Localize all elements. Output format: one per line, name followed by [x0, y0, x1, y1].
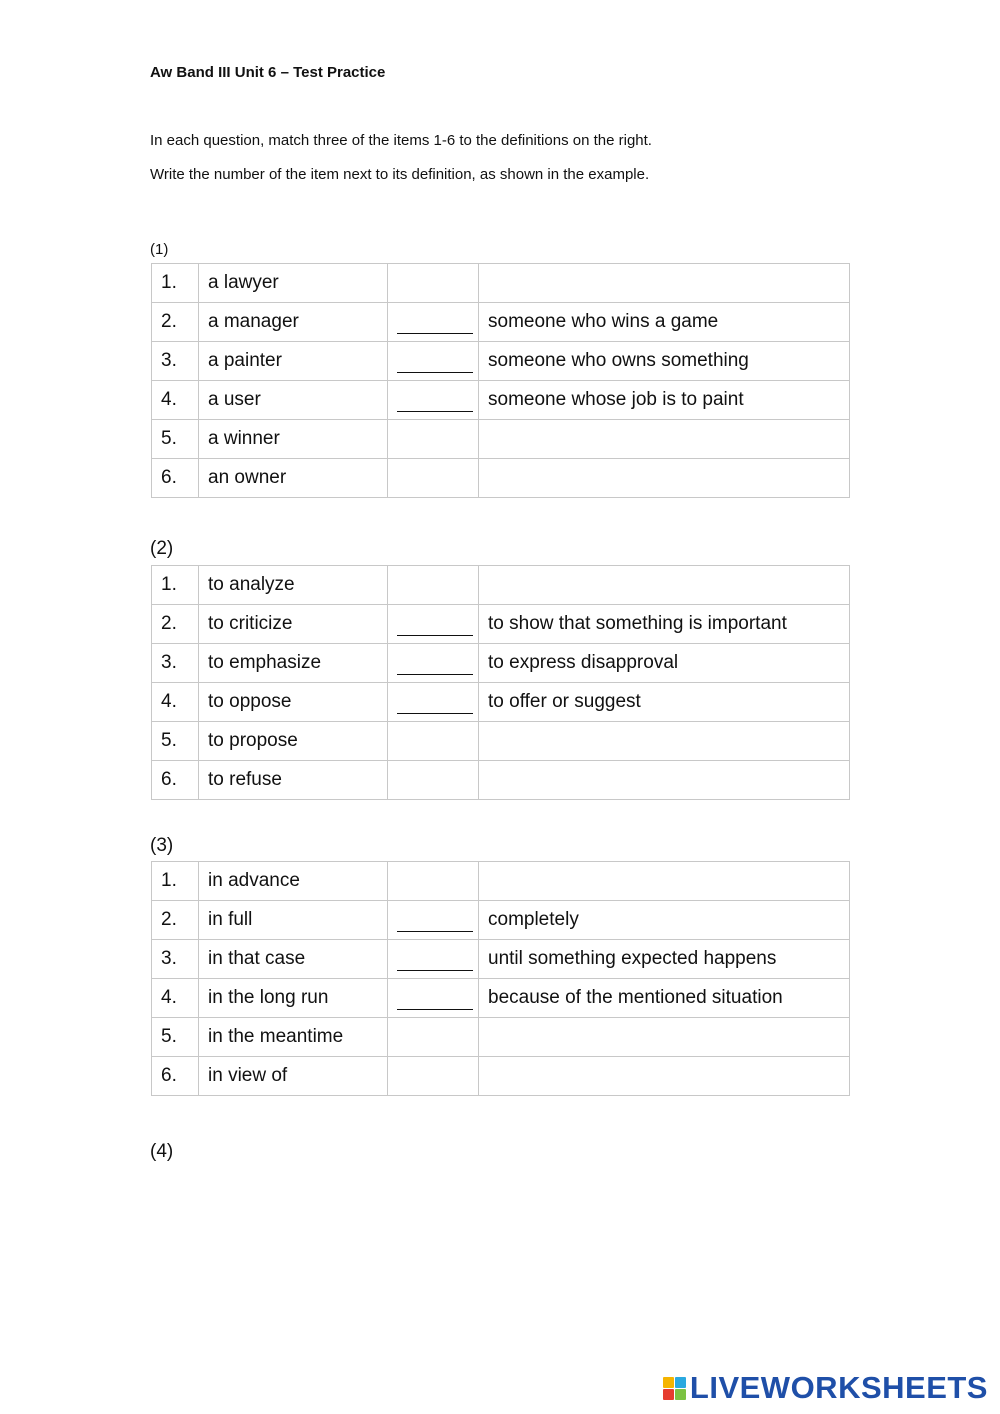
logo-squares-icon — [663, 1377, 686, 1400]
definition-text — [479, 1057, 850, 1096]
item-text: to analyze — [199, 566, 388, 605]
answer-cell — [388, 940, 479, 979]
definition-text — [479, 761, 850, 800]
item-number: 4. — [152, 683, 199, 722]
item-text: a painter — [199, 342, 388, 381]
answer-cell-empty — [388, 566, 479, 605]
answer-cell — [388, 303, 479, 342]
definition-text: to show that something is important — [479, 605, 850, 644]
answer-blank-input[interactable] — [397, 948, 473, 971]
item-number: 2. — [152, 901, 199, 940]
definition-text — [479, 1018, 850, 1057]
table-row — [152, 381, 850, 420]
answer-blank-input[interactable] — [397, 691, 473, 714]
item-number: 5. — [152, 1018, 199, 1057]
item-text: in that case — [199, 940, 388, 979]
answer-blank-input[interactable] — [397, 652, 473, 675]
answer-blank-input[interactable] — [397, 613, 473, 636]
item-text: a winner — [199, 420, 388, 459]
answer-blank-input[interactable] — [397, 311, 473, 334]
answer-cell — [388, 605, 479, 644]
logo-square — [663, 1377, 674, 1388]
item-text: to oppose — [199, 683, 388, 722]
item-text: to refuse — [199, 761, 388, 800]
question-1-table — [151, 263, 850, 498]
answer-blank-input[interactable] — [397, 389, 473, 412]
item-number: 3. — [152, 644, 199, 683]
answer-cell — [388, 381, 479, 420]
liveworksheets-logo — [663, 1370, 988, 1406]
table-row — [152, 1018, 850, 1057]
logo-square — [675, 1377, 686, 1388]
item-text: a user — [199, 381, 388, 420]
definition-text: someone whose job is to paint — [479, 381, 850, 420]
question-1-label: (1) — [150, 241, 169, 258]
table-row — [152, 566, 850, 605]
item-number: 1. — [152, 566, 199, 605]
table-row — [152, 940, 850, 979]
item-text: to emphasize — [199, 644, 388, 683]
item-text: a manager — [199, 303, 388, 342]
answer-cell — [388, 901, 479, 940]
item-number: 5. — [152, 420, 199, 459]
question-4-label: (4) — [150, 1141, 174, 1162]
item-number: 1. — [152, 264, 199, 303]
item-text: a lawyer — [199, 264, 388, 303]
table-row — [152, 303, 850, 342]
definition-text: someone who wins a game — [479, 303, 850, 342]
item-number: 5. — [152, 722, 199, 761]
item-number: 6. — [152, 761, 199, 800]
answer-cell — [388, 342, 479, 381]
answer-cell — [388, 683, 479, 722]
item-number: 6. — [152, 459, 199, 498]
answer-blank-input[interactable] — [397, 350, 473, 373]
page-title: Aw Band III Unit 6 – Test Practice — [150, 64, 386, 81]
item-text: in full — [199, 901, 388, 940]
definition-text: to offer or suggest — [479, 683, 850, 722]
table-row — [152, 644, 850, 683]
answer-cell-empty — [388, 1018, 479, 1057]
question-2-label: (2) — [150, 538, 174, 559]
answer-cell-empty — [388, 722, 479, 761]
logo-text: LIVEWORKSHEETS — [689, 1370, 988, 1405]
table-row — [152, 264, 850, 303]
answer-cell-empty — [388, 459, 479, 498]
table-row — [152, 979, 850, 1018]
item-number: 3. — [152, 342, 199, 381]
item-number: 2. — [152, 605, 199, 644]
answer-blank-input[interactable] — [397, 909, 473, 932]
table-row — [152, 605, 850, 644]
answer-cell-empty — [388, 264, 479, 303]
item-text: to criticize — [199, 605, 388, 644]
instruction-line-1: In each question, match three of the items 1-6 to the definitions on the right. — [150, 132, 652, 149]
item-text: to propose — [199, 722, 388, 761]
item-number: 4. — [152, 979, 199, 1018]
item-text: in the meantime — [199, 1018, 388, 1057]
answer-cell-empty — [388, 761, 479, 800]
table-row — [152, 420, 850, 459]
definition-text — [479, 722, 850, 761]
item-number: 1. — [152, 862, 199, 901]
definition-text — [479, 566, 850, 605]
definition-text: completely — [479, 901, 850, 940]
question-3-table — [151, 861, 850, 1096]
answer-blank-input[interactable] — [397, 987, 473, 1010]
table-row — [152, 342, 850, 381]
table-row — [152, 459, 850, 498]
definition-text: because of the mentioned situation — [479, 979, 850, 1018]
item-text: in view of — [199, 1057, 388, 1096]
question-2-table — [151, 565, 850, 800]
table-row — [152, 683, 850, 722]
item-number: 6. — [152, 1057, 199, 1096]
answer-cell — [388, 644, 479, 683]
item-text: in the long run — [199, 979, 388, 1018]
table-row — [152, 901, 850, 940]
definition-text — [479, 862, 850, 901]
table-row — [152, 722, 850, 761]
definition-text — [479, 420, 850, 459]
answer-cell-empty — [388, 1057, 479, 1096]
definition-text: someone who owns something — [479, 342, 850, 381]
item-text: in advance — [199, 862, 388, 901]
answer-cell — [388, 979, 479, 1018]
question-3-label: (3) — [150, 835, 174, 856]
table-row — [152, 761, 850, 800]
definition-text: until something expected happens — [479, 940, 850, 979]
item-number: 4. — [152, 381, 199, 420]
logo-square — [675, 1389, 686, 1400]
definition-text — [479, 264, 850, 303]
table-row — [152, 1057, 850, 1096]
item-number: 2. — [152, 303, 199, 342]
table-row — [152, 862, 850, 901]
definition-text: to express disapproval — [479, 644, 850, 683]
logo-square — [663, 1389, 674, 1400]
answer-cell-empty — [388, 420, 479, 459]
definition-text — [479, 459, 850, 498]
instruction-line-2: Write the number of the item next to its definition, as shown in the example. — [150, 166, 650, 183]
item-text: an owner — [199, 459, 388, 498]
item-number: 3. — [152, 940, 199, 979]
answer-cell-empty — [388, 862, 479, 901]
